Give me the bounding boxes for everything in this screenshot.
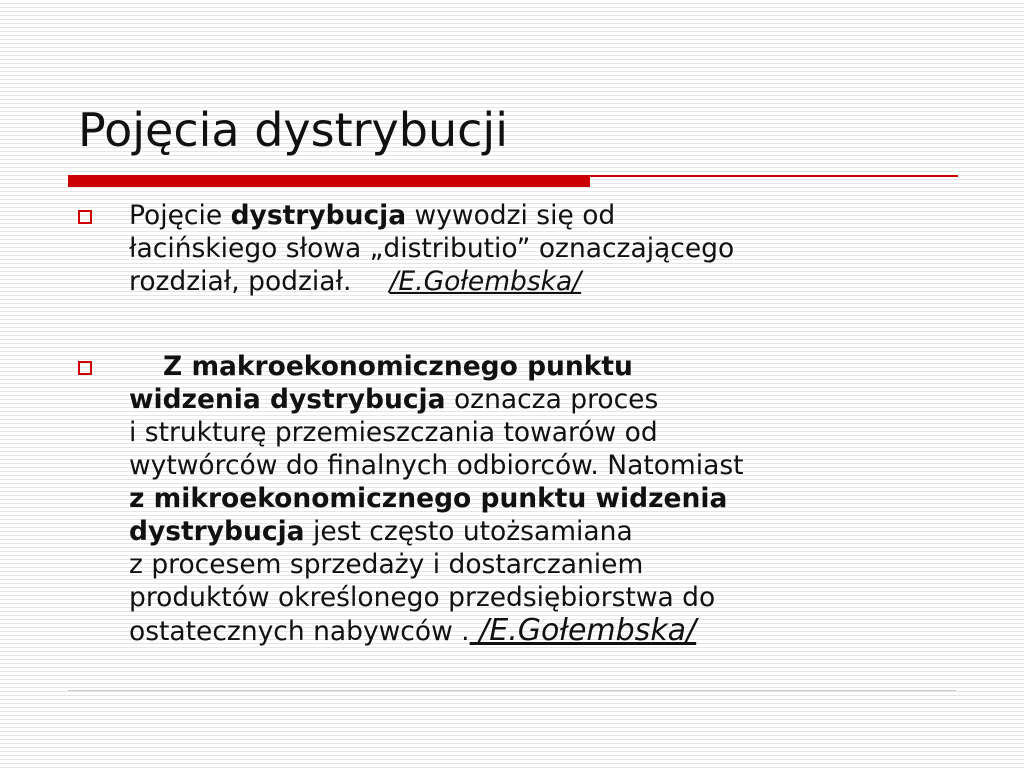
bold-term: widzenia dystrybucja xyxy=(129,384,446,415)
title-divider-thin xyxy=(590,175,958,177)
bullet-paragraph-1 xyxy=(129,199,929,298)
paragraph-text: produktów określonego przedsiębiorstwa do xyxy=(129,582,716,613)
title-divider-red xyxy=(68,175,590,187)
citation: /E.Gołembska/ xyxy=(389,266,582,297)
paragraph-text: ostatecznych nabywców . xyxy=(129,616,470,647)
square-bullet-icon xyxy=(78,361,92,375)
footer-divider xyxy=(68,690,956,691)
square-bullet-icon xyxy=(78,210,92,224)
paragraph-text: z procesem sprzedaży i dostarczaniem xyxy=(129,549,644,580)
paragraph-text: Pojęcie xyxy=(129,200,231,231)
bold-term: dystrybucja xyxy=(230,200,407,231)
slide-title: Pojęcia dystrybucji xyxy=(78,103,508,157)
paragraph-text: i strukturę przemieszczania towarów od xyxy=(129,417,658,448)
paragraph-text: jest często utożsamiana xyxy=(304,516,633,547)
citation: /E.Gołembska/ xyxy=(469,613,697,648)
bullet-paragraph-2 xyxy=(129,350,949,648)
bold-term: Z makroekonomicznego punktu xyxy=(163,351,633,382)
paragraph-text: wywodzi się od xyxy=(406,200,616,231)
paragraph-text: oznacza proces xyxy=(445,384,659,415)
paragraph-text: wytwórców do finalnych odbiorców. Natomiast xyxy=(129,450,744,481)
bold-term: dystrybucja xyxy=(129,516,305,547)
paragraph-text: łacińskiego słowa „distributio” oznaczającego xyxy=(129,233,735,264)
bold-term: z mikroekonomicznego punktu widzenia xyxy=(129,483,728,514)
paragraph-text: rozdział, podział. xyxy=(129,266,352,297)
